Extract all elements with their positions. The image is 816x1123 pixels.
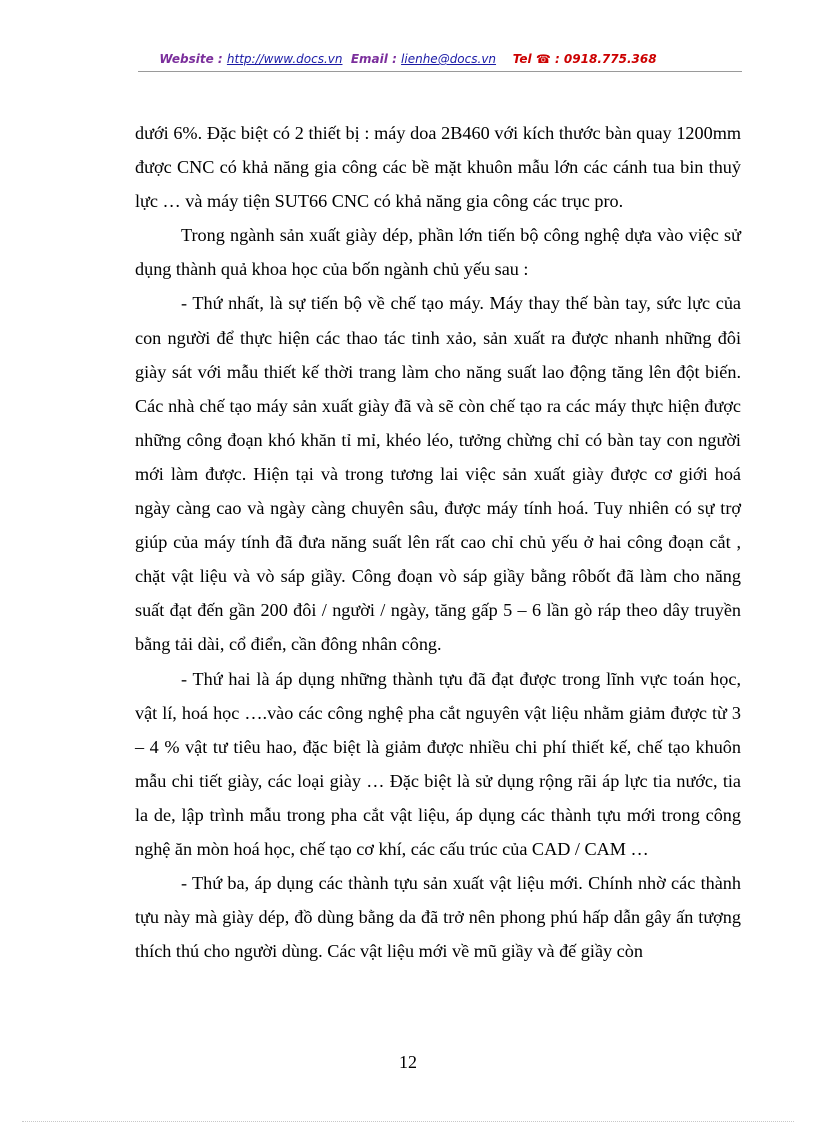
- email-link[interactable]: lienhe@docs.vn: [401, 52, 497, 66]
- header-divider: [138, 71, 742, 72]
- website-link[interactable]: http://www.docs.vn: [226, 52, 343, 66]
- tel-value: : 0918.775.368: [550, 52, 657, 66]
- paragraph-second-point: - Thứ hai là áp dụng những thành tựu đã đạt được trong lĩnh vực toán học, vật lí, hoá học ….vào các công nghệ pha cắt nguyên vật liệu nhằm giảm được từ 3 – 4 % vật tư tiêu hao, đặc biệt là giảm được nhiều chi phí thiết kế, chế tạo khuôn mẫu chi tiết giày, các loại giày … Đặc biệt là sử dụng rộng rãi áp lực tia nước, tia la de, lập trình mẫu trong pha cắt vật liệu, áp dụng các thành tựu mới trong công nghệ ăn mòn hoá học, chế tạo cơ khí, các cấu trúc của CAD / CAM …: [135, 668, 741, 859]
- page-bottom-border: [22, 1121, 794, 1122]
- paragraph-intro: Trong ngành sản xuất giày dép, phần lớn tiến bộ công nghệ dựa vào việc sử dụng thành quả khoa học của bốn ngành chủ yếu sau :: [135, 225, 741, 280]
- website-label: Website: [159, 52, 214, 66]
- email-label: Email: [350, 52, 388, 66]
- tel-label: Tel: [512, 52, 532, 66]
- document-body: [135, 116, 741, 968]
- page-number: 12: [399, 1052, 417, 1072]
- paragraph-continuation: dưới 6%. Đặc biệt có 2 thiết bị : máy doa 2B460 với kích thước bàn quay 1200mm được CNC có khả năng gia công các bề mặt khuôn mẫu lớn các cánh tua bin thuỷ lực … và máy tiện SUT66 CNC có khả năng gia công các trục pro.: [135, 123, 741, 212]
- paragraph-third-point: - Thứ ba, áp dụng các thành tựu sản xuất vật liệu mới. Chính nhờ các thành tựu này mà giày dép, đồ dùng bằng da đã trở nên phong phú hấp dẫn gây ấn tượng thích thú cho người dùng. Các vật liệu mới về mũ giầy và đế giầy còn: [135, 873, 741, 962]
- page-header: [0, 52, 816, 66]
- paragraph-first-point: - Thứ nhất, là sự tiến bộ về chế tạo máy. Máy thay thế bàn tay, sức lực của con người để thực hiện các thao tác tinh xảo, sản xuất ra được nhanh những đôi giày sát với mẫu thiết kế thời trang làm cho năng suất lao động tăng lên đột biến. Các nhà chế tạo máy sản xuất giày đã và sẽ còn chế tạo ra các máy thực hiện được những công đoạn khó khăn tỉ mỉ, khéo léo, tưởng chừng chỉ có bàn tay con người mới làm được. Hiện tại và trong tương lai việc sản xuất giày được cơ giới hoá ngày càng cao và ngày càng chuyên sâu, được máy tính hoá. Tuy nhiên có sự trợ giúp của máy tính đã đưa năng suất lên rất cao chỉ chủ yếu ở hai công đoạn cắt , chặt vật liệu và vò sáp giầy. Công đoạn vò sáp giầy bằng rôbốt đã làm cho năng suất đạt đến gần 200 đôi / người / ngày, tăng gấp 5 – 6 lần gò ráp theo dây truyền bằng tải dài, cổ điển, cần đông nhân công.: [135, 293, 741, 655]
- website-separator: :: [213, 52, 227, 66]
- phone-icon: ☎: [535, 52, 551, 66]
- email-separator: :: [387, 52, 402, 66]
